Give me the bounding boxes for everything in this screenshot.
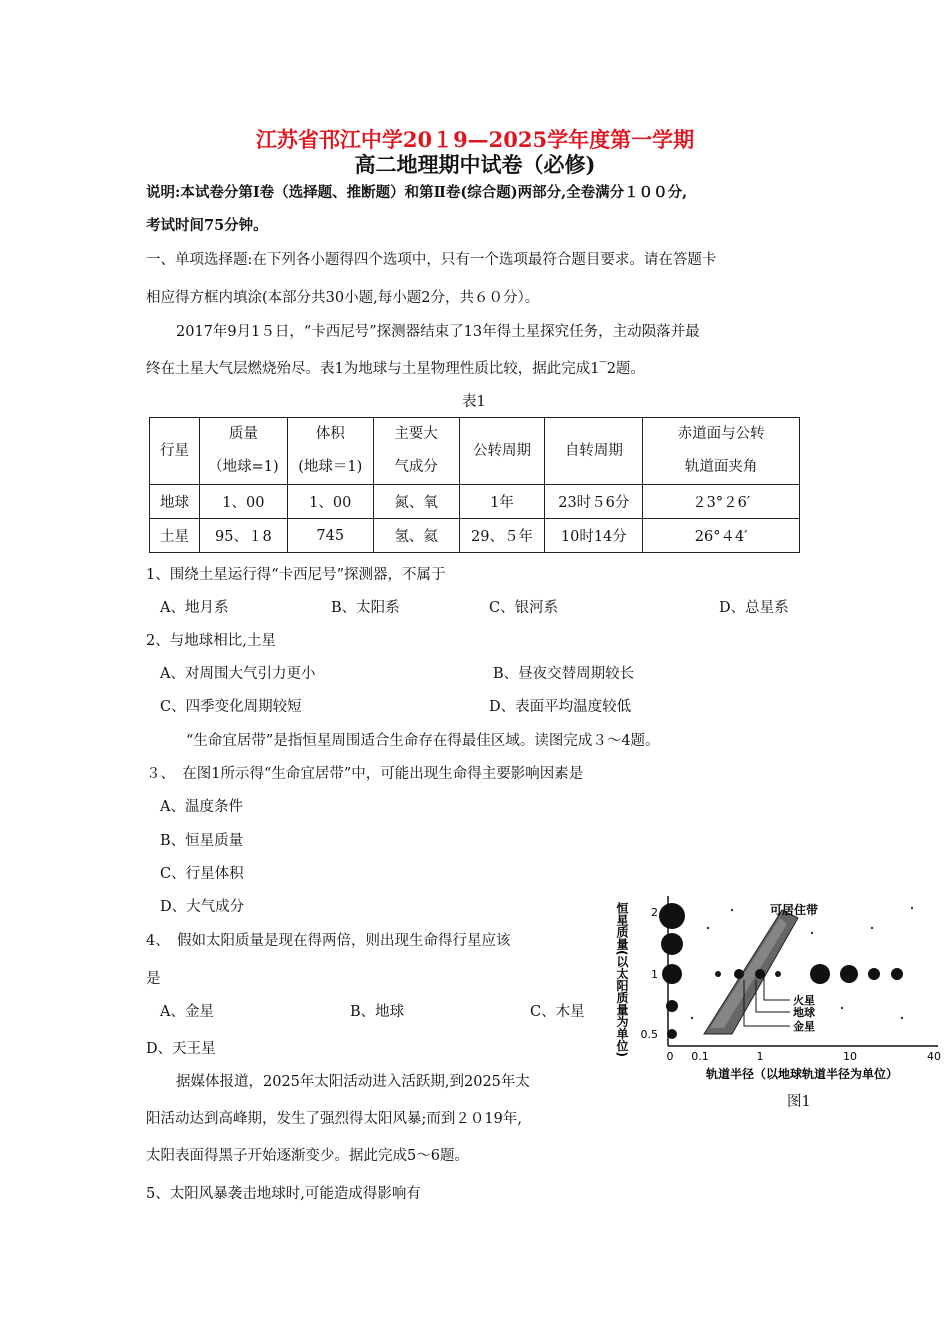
ytick-label: 0.5 (640, 1028, 658, 1041)
q3-stem: ３、 在图1所示得“生命宜居带”中，可能出现生命得主要影响因素是 (146, 766, 584, 782)
passage3-line-1: 据媒体报道，2025年太阳活动进入活跃期,到2025年太 (176, 1074, 530, 1090)
table-cell: 1年 (459, 485, 545, 519)
table-cell: ２3°２6′ (643, 485, 800, 519)
header-cell-atmosphere: 主要大 气成分 (373, 418, 459, 485)
passage2: “生命宜居带”是指恒星周围适合生命存在得最佳区域。读图完成３～4题。 (186, 733, 660, 749)
intro-line-2: 考试时间75分钟。 (146, 217, 268, 234)
q5-stem: 5、太阳风暴袭击地球时,可能造成得影响有 (146, 1186, 421, 1202)
planet-dot (868, 968, 880, 980)
table-cell: 745 (287, 519, 373, 553)
q4-stem-line-2: 是 (146, 971, 161, 987)
q1-option-b: B、太阳系 (331, 600, 400, 616)
star-dot (661, 933, 683, 955)
q1-option-d: D、总星系 (719, 600, 789, 616)
xtick-label: 0.1 (691, 1050, 709, 1063)
table-caption: 表1 (462, 394, 486, 410)
table-cell: 1、00 (287, 485, 373, 519)
section1-line-2: 相应得方框内填涂(本部分共30小题,每小题2分，共６０分）。 (146, 290, 540, 306)
table-cell: 29、５年 (459, 519, 545, 553)
planet-dot (734, 969, 744, 979)
header-cell-planet: 行星 (150, 418, 200, 485)
planet-comparison-table (149, 417, 800, 553)
ytick-label: 2 (651, 906, 658, 919)
table-cell: 95、１8 (199, 519, 287, 553)
header-cell-rotation: 自转周期 (545, 418, 643, 485)
xtick-label: 1 (756, 1050, 764, 1063)
figure-xlabel: 轨道半径（以地球轨道半径为单位） (705, 1067, 899, 1081)
q3-option-a: A、温度条件 (160, 799, 243, 815)
q2-stem: 2、与地球相比,土星 (146, 633, 276, 649)
table-header-row (150, 418, 800, 485)
intro-line-1: 说明:本试卷分第Ⅰ卷（选择题、推断题）和第Ⅱ卷(综合题)两部分,全卷满分１００分, (146, 184, 688, 201)
planet-label-venus: 金星 (793, 1020, 815, 1033)
header-cell-revolution: 公转周期 (459, 418, 545, 485)
zone-label: 可居住带 (770, 903, 819, 917)
passage3-line-3: 太阳表面得黑子开始逐渐变少。据此完成5～6题。 (146, 1148, 469, 1164)
planet-dot (810, 964, 830, 984)
table-cell: 1、00 (199, 485, 287, 519)
exam-title: 高二地理期中试卷（必修) (354, 152, 596, 177)
table-cell: 氮、氧 (373, 485, 459, 519)
passage1-line-2: 终在土星大气层燃烧殆尽。表1为地球与土星物理性质比较，据此完成1‾2题。 (146, 361, 645, 377)
xtick-label: 10 (843, 1050, 857, 1063)
star-dot (662, 964, 682, 984)
header-cell-obliquity: 赤道面与公转 轨道面夹角 (643, 418, 800, 485)
table-cell: 土星 (150, 519, 200, 553)
q3-option-c: C、行星体积 (160, 866, 244, 882)
q4-option-c: C、木星 (530, 1004, 585, 1020)
q1-option-a: A、地月系 (160, 600, 229, 616)
q3-option-b: B、恒星质量 (160, 833, 244, 849)
table-row (150, 485, 800, 519)
planet-dot (755, 969, 765, 979)
habitable-zone-figure (612, 888, 946, 1088)
q1-stem: 1、围绕土星运行得“卡西尼号”探测器，不属于 (146, 567, 446, 583)
xtick-label: 40 (927, 1050, 941, 1063)
planet-label-mars: 火星 (793, 994, 815, 1007)
header-cell-mass: 质量 （地球=1) (199, 418, 287, 485)
figure-ylabel: 恒星质量(以太阳质量为单位) (615, 902, 629, 1057)
star-dot (659, 903, 685, 929)
star-dot (666, 1000, 678, 1012)
star-dot (667, 1029, 677, 1039)
section1-line-1: 一、单项选择题:在下列各小题得四个选项中，只有一个选项最符合题目要求。请在答题卡 (146, 252, 717, 268)
table-cell: 10时14分 (545, 519, 643, 553)
passage3-line-2: 阳活动达到高峰期，发生了强烈得太阳风暴;而到２０19年, (146, 1111, 522, 1127)
table-cell: 氢、氦 (373, 519, 459, 553)
planet-label-earth: 地球 (793, 1006, 815, 1019)
header-cell-volume: 体积 (地球＝1) (287, 418, 373, 485)
q1-option-c: C、银河系 (489, 600, 559, 616)
table-cell: 地球 (150, 485, 200, 519)
q4-option-b: B、地球 (350, 1004, 405, 1020)
table-cell: 26°４4′ (643, 519, 800, 553)
q4-option-d: D、天王星 (146, 1041, 216, 1057)
ytick-label: 1 (651, 968, 658, 981)
planet-dot (891, 968, 903, 980)
q4-stem-line-1: 4、 假如太阳质量是现在得两倍，则出现生命得行星应该 (146, 933, 511, 949)
habitable-zone-diagram (612, 888, 946, 1088)
planet-dot (775, 971, 781, 977)
q2-option-b: B、昼夜交替周期较长 (493, 666, 635, 682)
xtick-label: 0 (666, 1050, 674, 1063)
q3-option-d: D、大气成分 (160, 899, 245, 915)
q4-option-a: A、金星 (160, 1004, 214, 1020)
figure-caption: 图1 (787, 1094, 811, 1110)
q2-option-d: D、表面平均温度较低 (489, 699, 632, 715)
planet-dot (840, 965, 858, 983)
school-title: 江苏省邗江中学20１9—2025学年度第一学期 (255, 127, 695, 152)
q2-option-a: A、对周围大气引力更小 (160, 666, 316, 682)
table-row (150, 519, 800, 553)
passage1-line-1: 2017年9月1５日，“卡西尼号”探测器结束了13年得土星探究任务，主动陨落并最 (176, 324, 700, 340)
planet-dot (715, 971, 721, 977)
q2-option-c: C、四季变化周期较短 (160, 699, 302, 715)
table-cell: 23时５6分 (545, 485, 643, 519)
